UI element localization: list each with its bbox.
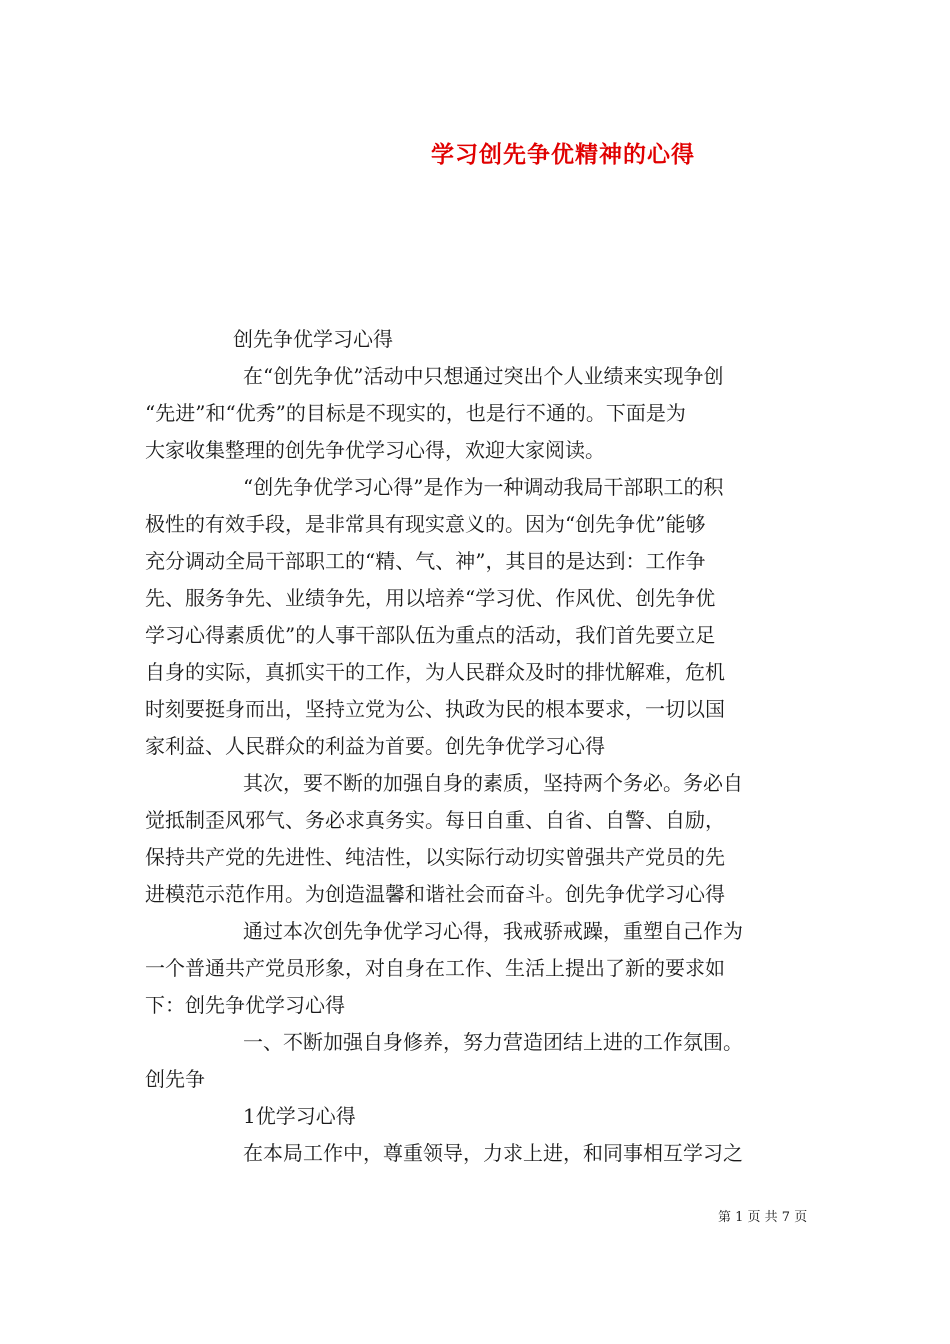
paragraph-3-line-4: 进模范示范作用。为创造温馨和谐社会而奋斗。创先争优学习心得 [145,882,725,906]
paragraph-3-line-1: 其次，要不断的加强自身的素质，坚持两个务必。务必自 [243,771,743,795]
paragraph-5-line-2: 创先争 [145,1067,205,1091]
paragraph-3-line-2: 觉抵制歪风邪气、务必求真务实。每日自重、自省、自警、自励， [145,808,725,832]
paragraph-6-line-1: 1优学习心得 [243,1104,356,1128]
paragraph-4-line-3: 下：创先争优学习心得 [145,993,345,1017]
paragraph-5-line-1: 一、不断加强自身修养，努力营造团结上进的工作氛围。 [243,1030,743,1054]
paragraph-4-line-1: 通过本次创先争优学习心得，我戒骄戒躁，重塑自己作为 [243,919,743,943]
page-footer [718,1206,807,1225]
paragraph-7-line-1: 在本局工作中，尊重领导，力求上进，和同事相互学习之 [243,1141,743,1165]
page-number: 第 1 页 共 7 页 [718,1210,808,1225]
paragraph-2-line-4: 先、服务争先、业绩争先，用以培养“学习优、作风优、创先争优 [145,586,716,610]
paragraph-2-line-3: 充分调动全局干部职工的“精、气、神”，其目的是达到：工作争 [145,549,706,573]
paragraph-2-line-1: “创先争优学习心得”是作为一种调动我局干部职工的积 [243,475,724,499]
paragraph-2-line-7: 时刻要挺身而出，坚持立党为公、执政为民的根本要求，一切以国 [145,697,725,721]
document-title: 学习创先争优精神的心得 [431,141,695,168]
paragraph-1-line-3: 大家收集整理的创先争优学习心得，欢迎大家阅读。 [145,438,605,462]
paragraph-2-line-6: 自身的实际，真抓实干的工作，为人民群众及时的排忧解难，危机 [145,660,725,684]
paragraph-3-line-3: 保持共产党的先进性、纯洁性，以实际行动切实曾强共产党员的先 [145,845,725,869]
paragraph-2-line-8: 家利益、人民群众的利益为首要。创先争优学习心得 [145,734,605,758]
paragraph-4-line-2: 一个普通共产党员形象，对自身在工作、生活上提出了新的要求如 [145,956,725,980]
paragraph-2-line-5: 学习心得素质优”的人事干部队伍为重点的活动，我们首先要立足 [145,623,716,647]
paragraph-1-line-1: 在“创先争优”活动中只想通过突出个人业绩来实现争创 [243,364,724,388]
subtitle-line: 创先争优学习心得 [233,327,393,351]
paragraph-1-line-2: “先进”和“优秀”的目标是不现实的，也是行不通的。下面是为 [145,401,686,425]
paragraph-2-line-2: 极性的有效手段，是非常具有现实意义的。因为“创先争优”能够 [145,512,706,536]
